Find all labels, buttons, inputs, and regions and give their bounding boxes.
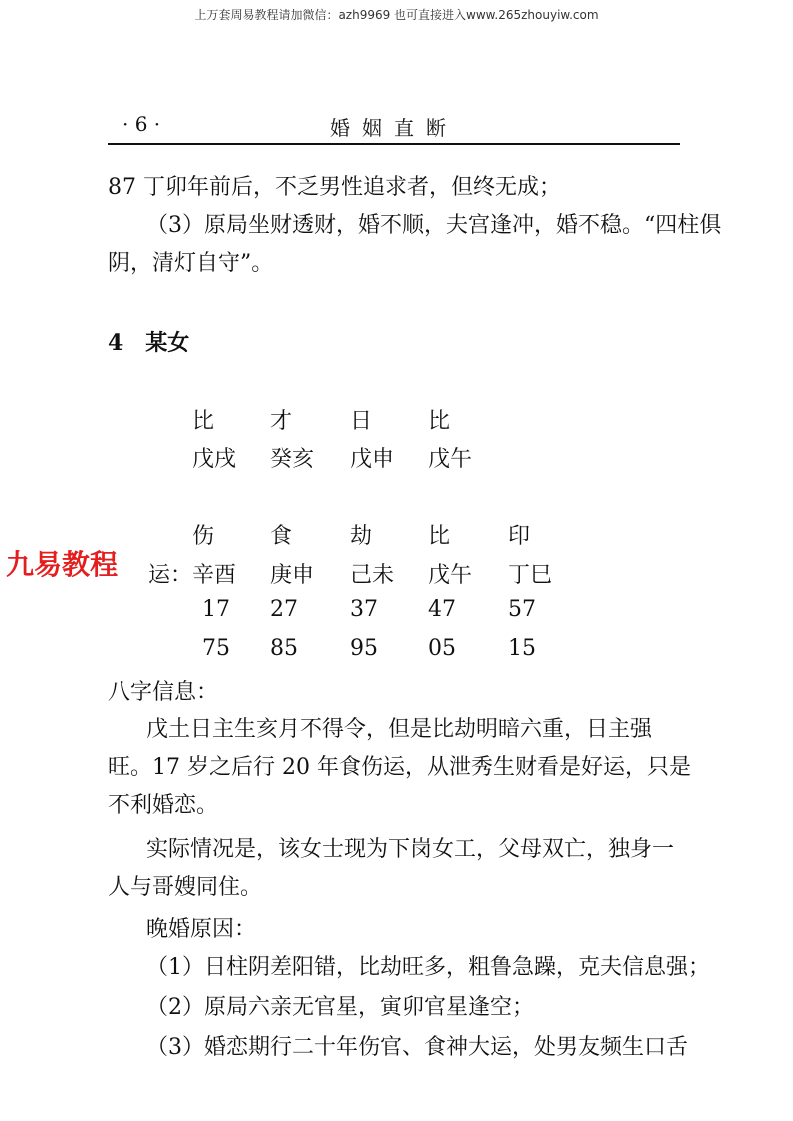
text-line: 实际情况是，该女士现为下岗女工，父母双亡，独身一 bbox=[146, 837, 675, 862]
chart-god: 比 bbox=[428, 409, 451, 434]
luck-age: 57 bbox=[508, 597, 536, 622]
chart-god: 日 bbox=[350, 409, 373, 434]
luck-god: 劫 bbox=[350, 524, 373, 549]
luck-god: 比 bbox=[428, 524, 451, 549]
section-title: 4 某女 bbox=[108, 330, 190, 356]
chart-pillar: 戊午 bbox=[428, 447, 473, 472]
luck-year: 75 bbox=[202, 636, 230, 661]
text-line: （3）婚恋期行二十年伤官、食神大运，处男友频生口舌 bbox=[146, 1035, 688, 1060]
chart-pillar: 戊戌 bbox=[192, 447, 237, 472]
luck-pillar: 庚申 bbox=[270, 563, 315, 588]
luck-pillar: 丁巳 bbox=[508, 563, 553, 588]
chart-pillar: 癸亥 bbox=[270, 447, 315, 472]
top-banner: 上万套周易教程请加微信：azh9969 也可直接进入www.265zhouyiw.com bbox=[194, 8, 599, 22]
luck-age: 47 bbox=[428, 597, 456, 622]
luck-year: 85 bbox=[270, 636, 298, 661]
text-line: 不利婚恋。 bbox=[108, 793, 219, 818]
luck-year: 15 bbox=[508, 636, 536, 661]
page-header bbox=[108, 112, 680, 142]
luck-age: 17 bbox=[202, 597, 230, 622]
text-line: （2）原局六亲无官星，寅卯官星逢空； bbox=[146, 995, 534, 1020]
luck-pillar: 己未 bbox=[350, 563, 395, 588]
luck-god: 食 bbox=[270, 524, 293, 549]
text-line: 旺。17 岁之后行 20 年食伤运，从泄秀生财看是好运，只是 bbox=[108, 755, 691, 780]
watermark-logo: 九易教程 bbox=[6, 548, 119, 581]
text-line: （3）原局坐财透财，婚不顺，夫宫逢冲，婚不稳。“四柱俱 bbox=[146, 213, 722, 238]
luck-year: 95 bbox=[350, 636, 378, 661]
text-line: 阴，清灯自守”。 bbox=[108, 251, 274, 276]
chart-pillar: 戊申 bbox=[350, 447, 395, 472]
page-title: 婚姻直断 bbox=[330, 116, 458, 140]
luck-label: 运： bbox=[148, 563, 193, 588]
text-line: 87 丁卯年前后，不乏男性追求者，但终无成； bbox=[108, 175, 561, 200]
text-line: （1）日柱阴差阳错，比劫旺多，粗鲁急躁，克夫信息强； bbox=[146, 955, 710, 980]
luck-age: 27 bbox=[270, 597, 298, 622]
text-line: 晚婚原因： bbox=[146, 917, 257, 942]
text-line: 人与哥嫂同住。 bbox=[108, 875, 263, 900]
chart-god: 比 bbox=[192, 409, 215, 434]
luck-god: 印 bbox=[508, 524, 531, 549]
luck-pillar: 戊午 bbox=[428, 563, 473, 588]
page-number: · 6 · bbox=[122, 112, 161, 136]
luck-age: 37 bbox=[350, 597, 378, 622]
luck-pillar: 辛酉 bbox=[192, 563, 237, 588]
chart-god: 才 bbox=[270, 409, 293, 434]
text-line: 戊土日主生亥月不得令，但是比劫明暗六重，日主强 bbox=[146, 717, 653, 742]
luck-god: 伤 bbox=[192, 524, 215, 549]
header-rule bbox=[108, 143, 680, 145]
luck-year: 05 bbox=[428, 636, 456, 661]
text-line: 八字信息： bbox=[108, 680, 219, 705]
